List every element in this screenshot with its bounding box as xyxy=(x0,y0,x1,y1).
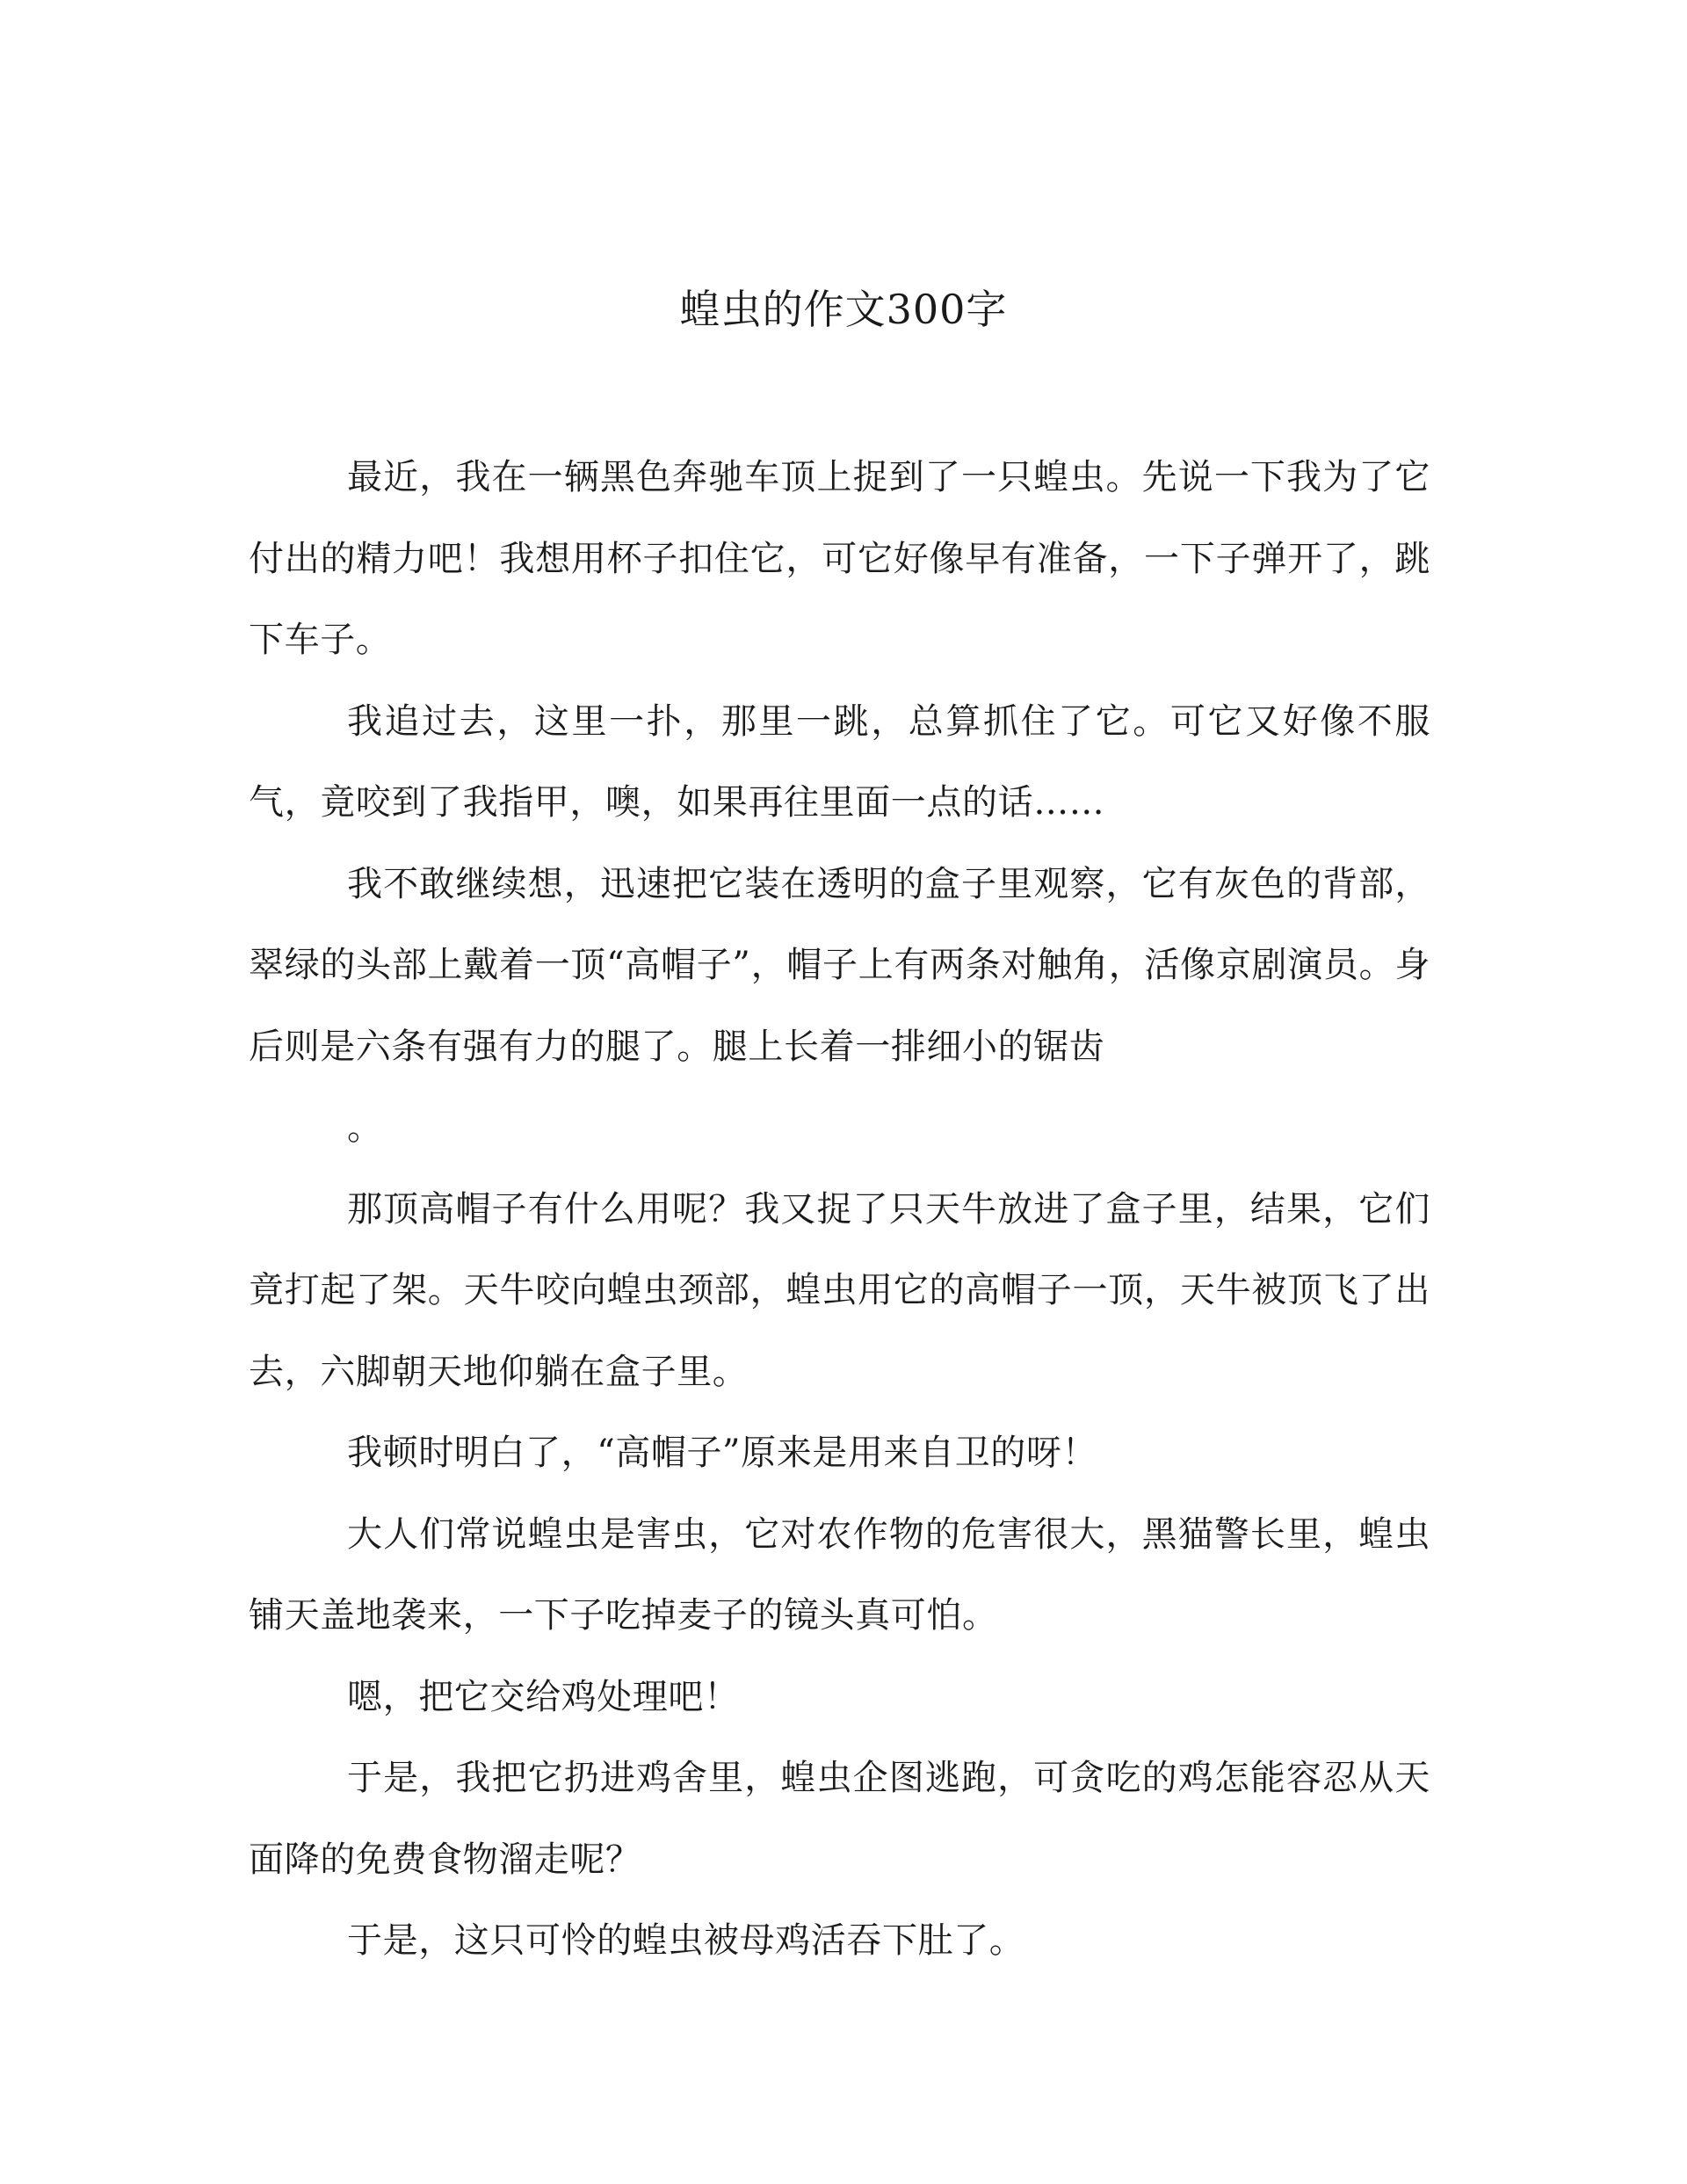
paragraph-3 xyxy=(249,844,1430,1169)
paragraph-7: 嗯，把它交给鸡处理吧！ xyxy=(347,1676,740,1717)
paragraph-8: 于是，我把它扔进鸡舍里，蝗虫企图逃跑，可贪吃的鸡怎能容忍从天面降的免费食物溜走呢？ xyxy=(249,1758,1430,1880)
paragraph-1: 最近，我在一辆黑色奔驰车顶上捉到了一只蝗虫。先说一下我为了它付出的精力吧！我想用杯子扣住它，可它好像早有准备，一下子弹开了，跳下车子。 xyxy=(249,457,1430,660)
paragraph-4: 那顶高帽子有什么用呢？我又捉了只天牛放进了盒子里，结果，它们竟打起了架。天牛咬向蝗虫颈部，蝗虫用它的高帽子一顶，天牛被顶飞了出去，六脚朝天地仰躺在盒子里。 xyxy=(249,1188,1430,1392)
paragraph-9: 于是，这只可怜的蝗虫被母鸡活吞下肚了。 xyxy=(347,1920,1025,1961)
paragraph-6: 大人们常说蝗虫是害虫，它对农作物的危害很大，黑猫警长里，蝗虫铺天盖地袭来，一下子吃掉麦子的镜头真可怕。 xyxy=(249,1513,1430,1636)
paragraph-5: 我顿时明白了，“高帽子”原来是用来自卫的呀！ xyxy=(347,1433,1098,1473)
paragraph-2: 我追过去，这里一扑，那里一跳，总算抓住了它。可它又好像不服气，竟咬到了我指甲，噢，如果再往里面一点的话…… xyxy=(249,700,1430,823)
document-body xyxy=(249,437,1430,1982)
paragraph-3-tail: 。 xyxy=(347,1107,383,1148)
document-title: 蝗虫的作文300字 xyxy=(679,286,1008,333)
paragraph-3-text: 我不敢继续想，迅速把它装在透明的盒子里观察，它有灰色的背部，翠绿的头部上戴着一顶“高帽子”，帽子上有两条对触角，活像京剧演员。身后则是六条有强有力的腿了。腿上长着一排细小的锯齿 xyxy=(249,863,1430,1067)
